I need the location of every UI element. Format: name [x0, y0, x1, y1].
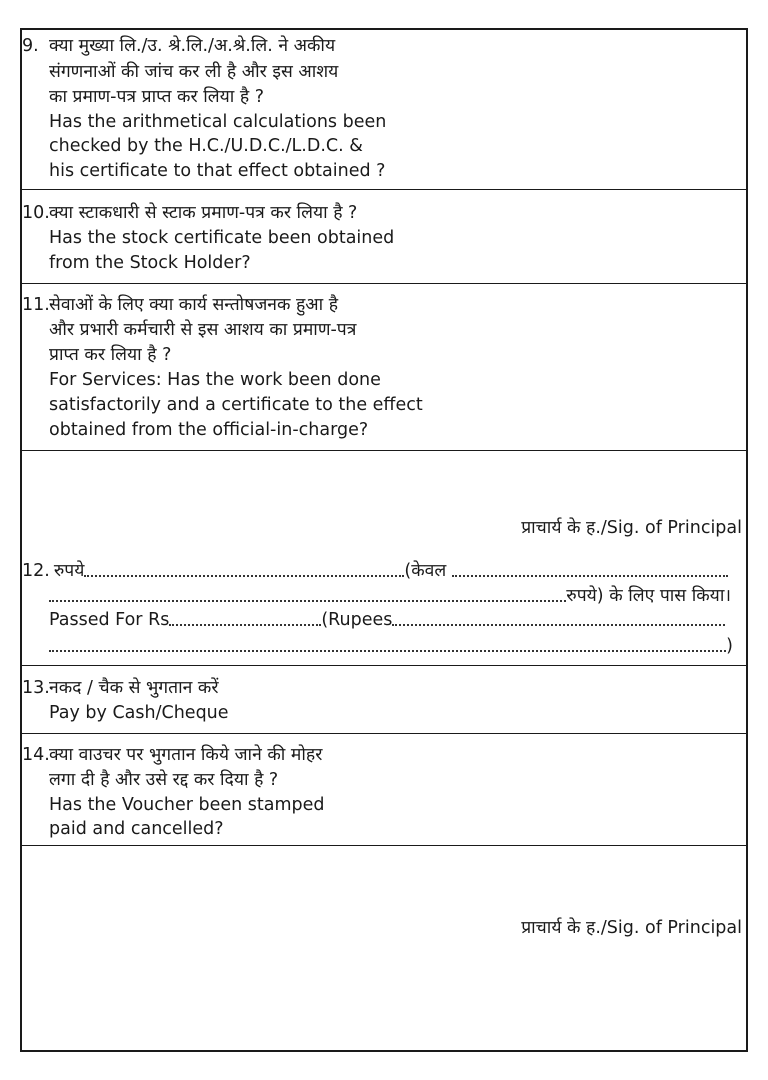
hindi-line: और प्रभारी कर्मचारी से इस आशय का प्रमाण-पत्र: [49, 320, 357, 340]
hindi-line: लगा दी है और उसे रद्द कर दिया है ?: [49, 770, 279, 790]
amount-words-field-cont[interactable]: [49, 600, 566, 602]
hindi-line: प्राप्त कर लिया है ?: [49, 345, 172, 365]
row-divider: [20, 283, 748, 284]
amount-words-field-en-cont[interactable]: [49, 650, 726, 652]
item-number: 9.: [22, 36, 39, 56]
english-line: checked by the H.C./U.D.C./L.D.C. &: [49, 136, 363, 156]
english-line: Has the stock certificate been obtained: [49, 228, 395, 248]
amount-english-line-1: [49, 608, 725, 632]
hindi-line: का प्रमाण-पत्र प्राप्त कर लिया है ?: [49, 87, 264, 107]
row-divider: [20, 845, 748, 846]
item-number: 10.: [22, 203, 50, 223]
amount-hindi-line-1: [22, 559, 728, 583]
row-divider: [20, 665, 748, 666]
hindi-line: क्या स्टाकधारी से स्टाक प्रमाण-पत्र कर लिया है ?: [49, 203, 358, 223]
hindi-line: क्या मुख्या लि./उ. श्रे.लि./अ.श्रे.लि. ने अकीय: [49, 36, 336, 56]
english-line: paid and cancelled?: [49, 819, 224, 839]
row-divider: [20, 189, 748, 190]
amount-english-line-2: [49, 634, 733, 658]
english-line: Has the Voucher been stamped: [49, 795, 325, 815]
hindi-line: संगणनाओं की जांच कर ली है और इस आशय: [49, 62, 339, 82]
english-line: obtained from the official-in-charge?: [49, 420, 369, 440]
english-line: For Services: Has the work been done: [49, 370, 381, 390]
item-number: 13.: [22, 678, 50, 698]
principal-signature-label: प्राचार्य के ह./Sig. of Principal: [521, 918, 742, 938]
rupees-label-hi: रुपये: [53, 561, 85, 581]
rupees-label-en: (Rupees: [321, 610, 393, 630]
amount-hindi-line-2: [49, 584, 731, 608]
row-divider: [20, 450, 748, 451]
hindi-line: क्या वाउचर पर भुगतान किये जाने की मोहर: [49, 745, 323, 765]
english-line: Has the arithmetical calculations been: [49, 112, 387, 132]
english-line: Pay by Cash/Cheque: [49, 703, 229, 723]
english-line: from the Stock Holder?: [49, 253, 251, 273]
principal-signature-label: प्राचार्य के ह./Sig. of Principal: [521, 518, 742, 538]
amount-words-field-en[interactable]: [392, 624, 725, 626]
hindi-line: सेवाओं के लिए क्या कार्य सन्तोषजनक हुआ है: [49, 295, 339, 315]
item-number: 14.: [22, 745, 50, 765]
only-label-hi: (केवल: [404, 561, 447, 581]
item-number: 12.: [22, 561, 50, 581]
item-number: 11.: [22, 295, 50, 315]
passed-for-label: Passed For Rs: [49, 610, 170, 630]
english-line: his certificate to that effect obtained ?: [49, 161, 386, 181]
amount-words-field[interactable]: [452, 575, 728, 577]
passed-label-hi: रुपये) के लिए पास किया।: [566, 586, 731, 606]
english-line: satisfactorily and a certificate to the effect: [49, 395, 423, 415]
row-divider: [20, 733, 748, 734]
close-paren: ): [726, 636, 733, 656]
amount-field-en[interactable]: [169, 624, 321, 626]
amount-field[interactable]: [84, 575, 404, 577]
hindi-line: नकद / चैक से भुगतान करें: [49, 678, 219, 698]
